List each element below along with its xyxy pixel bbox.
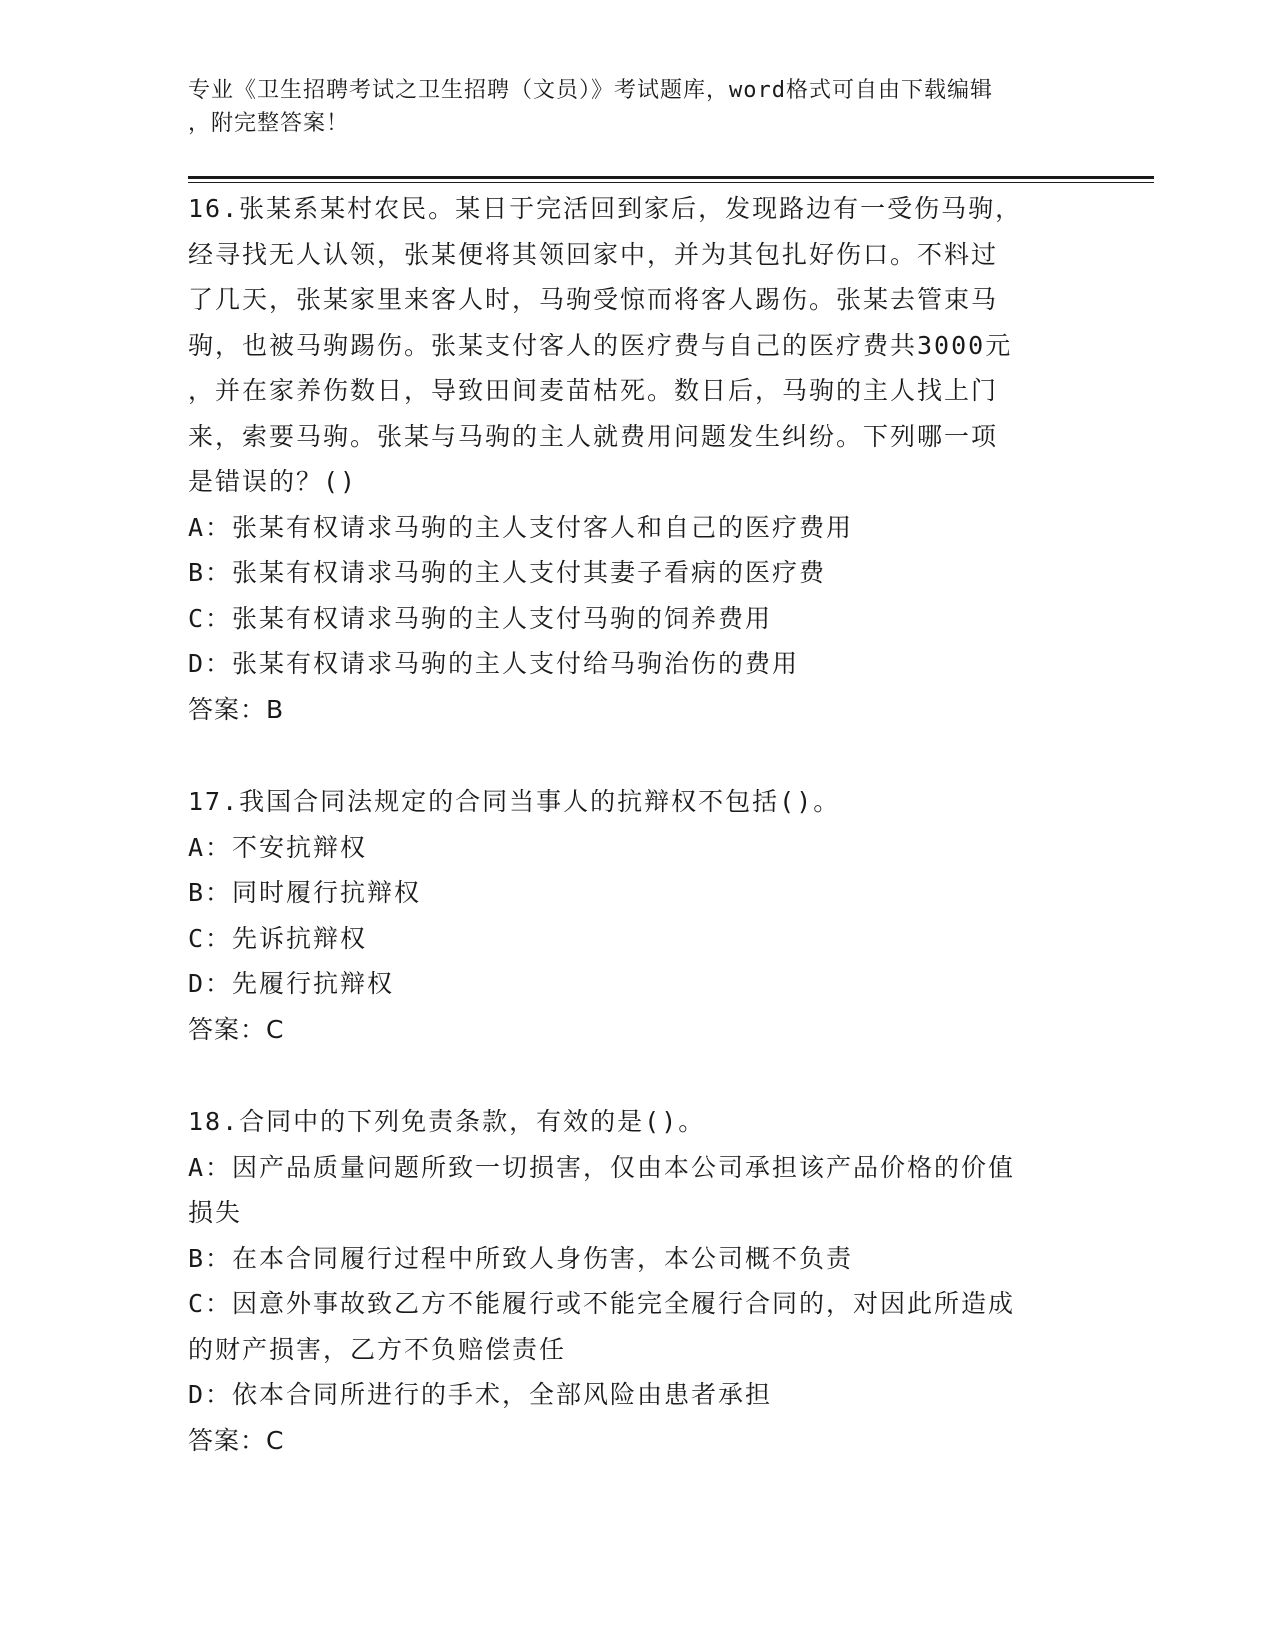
option-line: C：因意外事故致乙方不能履行或不能完全履行合同的，对因此所造成 <box>188 1289 1016 1318</box>
option-line: 的财产损害，乙方不负赔偿责任 <box>188 1334 567 1364</box>
stem-line: 是错误的？() <box>188 467 358 496</box>
header-line-2: ，附完整答案！ <box>188 111 350 136</box>
stem-line: 驹，也被马驹踢伤。张某支付客人的医疗费与自己的医疗费共3000元 <box>188 330 1013 360</box>
question-18 <box>188 1099 1068 1463</box>
option-c <box>188 1281 1068 1372</box>
stem-line: 了几天，张某家里来客人时，马驹受惊而将客人踢伤。张某去管束马 <box>188 285 999 314</box>
question-stem <box>188 186 1068 505</box>
option-a: A：不安抗辩权 <box>188 832 368 862</box>
answer: 答案：C <box>188 1014 285 1044</box>
question-list <box>188 186 1068 1510</box>
question-16 <box>188 186 1068 732</box>
option-c: C：先诉抗辩权 <box>188 923 368 953</box>
stem-line: 经寻找无人认领，张某便将其领回家中，并为其包扎好伤口。不料过 <box>188 239 999 269</box>
stem-line: ，并在家养伤数日，导致田间麦苗枯死。数日后，马驹的主人找上门 <box>188 376 999 405</box>
option-d: D：依本合同所进行的手术，全部风险由患者承担 <box>188 1380 773 1409</box>
option-a <box>188 1145 1068 1236</box>
stem-line: 17.我国合同法规定的合同当事人的抗辩权不包括()。 <box>188 787 841 816</box>
stem-line: 来，索要马驹。张某与马驹的主人就费用问题发生纠纷。下列哪一项 <box>188 421 999 451</box>
option-line: 损失 <box>188 1198 243 1227</box>
option-c: C：张某有权请求马驹的主人支付马驹的饲养费用 <box>188 603 773 633</box>
stem-line: 18.合同中的下列免责条款，有效的是()。 <box>188 1107 706 1136</box>
header-rule-thin <box>188 182 1154 183</box>
stem-line: 16.张某系某村农民。某日于完活回到家后，发现路边有一受伤马驹， <box>188 194 1023 223</box>
answer: 答案：C <box>188 1425 285 1455</box>
header-rule-thick <box>188 176 1154 179</box>
option-b: B：张某有权请求马驹的主人支付其妻子看病的医疗费 <box>188 558 827 587</box>
question-stem <box>188 1099 1068 1145</box>
answer: 答案：B <box>188 694 285 724</box>
option-d: D：张某有权请求马驹的主人支付给马驹治伤的费用 <box>188 649 800 678</box>
option-d: D：先履行抗辩权 <box>188 969 395 998</box>
header-line-1: 专业《卫生招聘考试之卫生招聘（文员）》考试题库，word格式可自由下载编辑 <box>188 78 993 103</box>
question-stem <box>188 779 1068 825</box>
option-b: B：在本合同履行过程中所致人身伤害，本公司概不负责 <box>188 1243 854 1273</box>
question-17 <box>188 779 1068 1052</box>
page-header <box>188 74 1068 140</box>
option-line: A：因产品质量问题所致一切损害，仅由本公司承担该产品价格的价值 <box>188 1152 1016 1182</box>
option-b: B：同时履行抗辩权 <box>188 878 422 907</box>
option-a: A：张某有权请求马驹的主人支付客人和自己的医疗费用 <box>188 512 854 542</box>
